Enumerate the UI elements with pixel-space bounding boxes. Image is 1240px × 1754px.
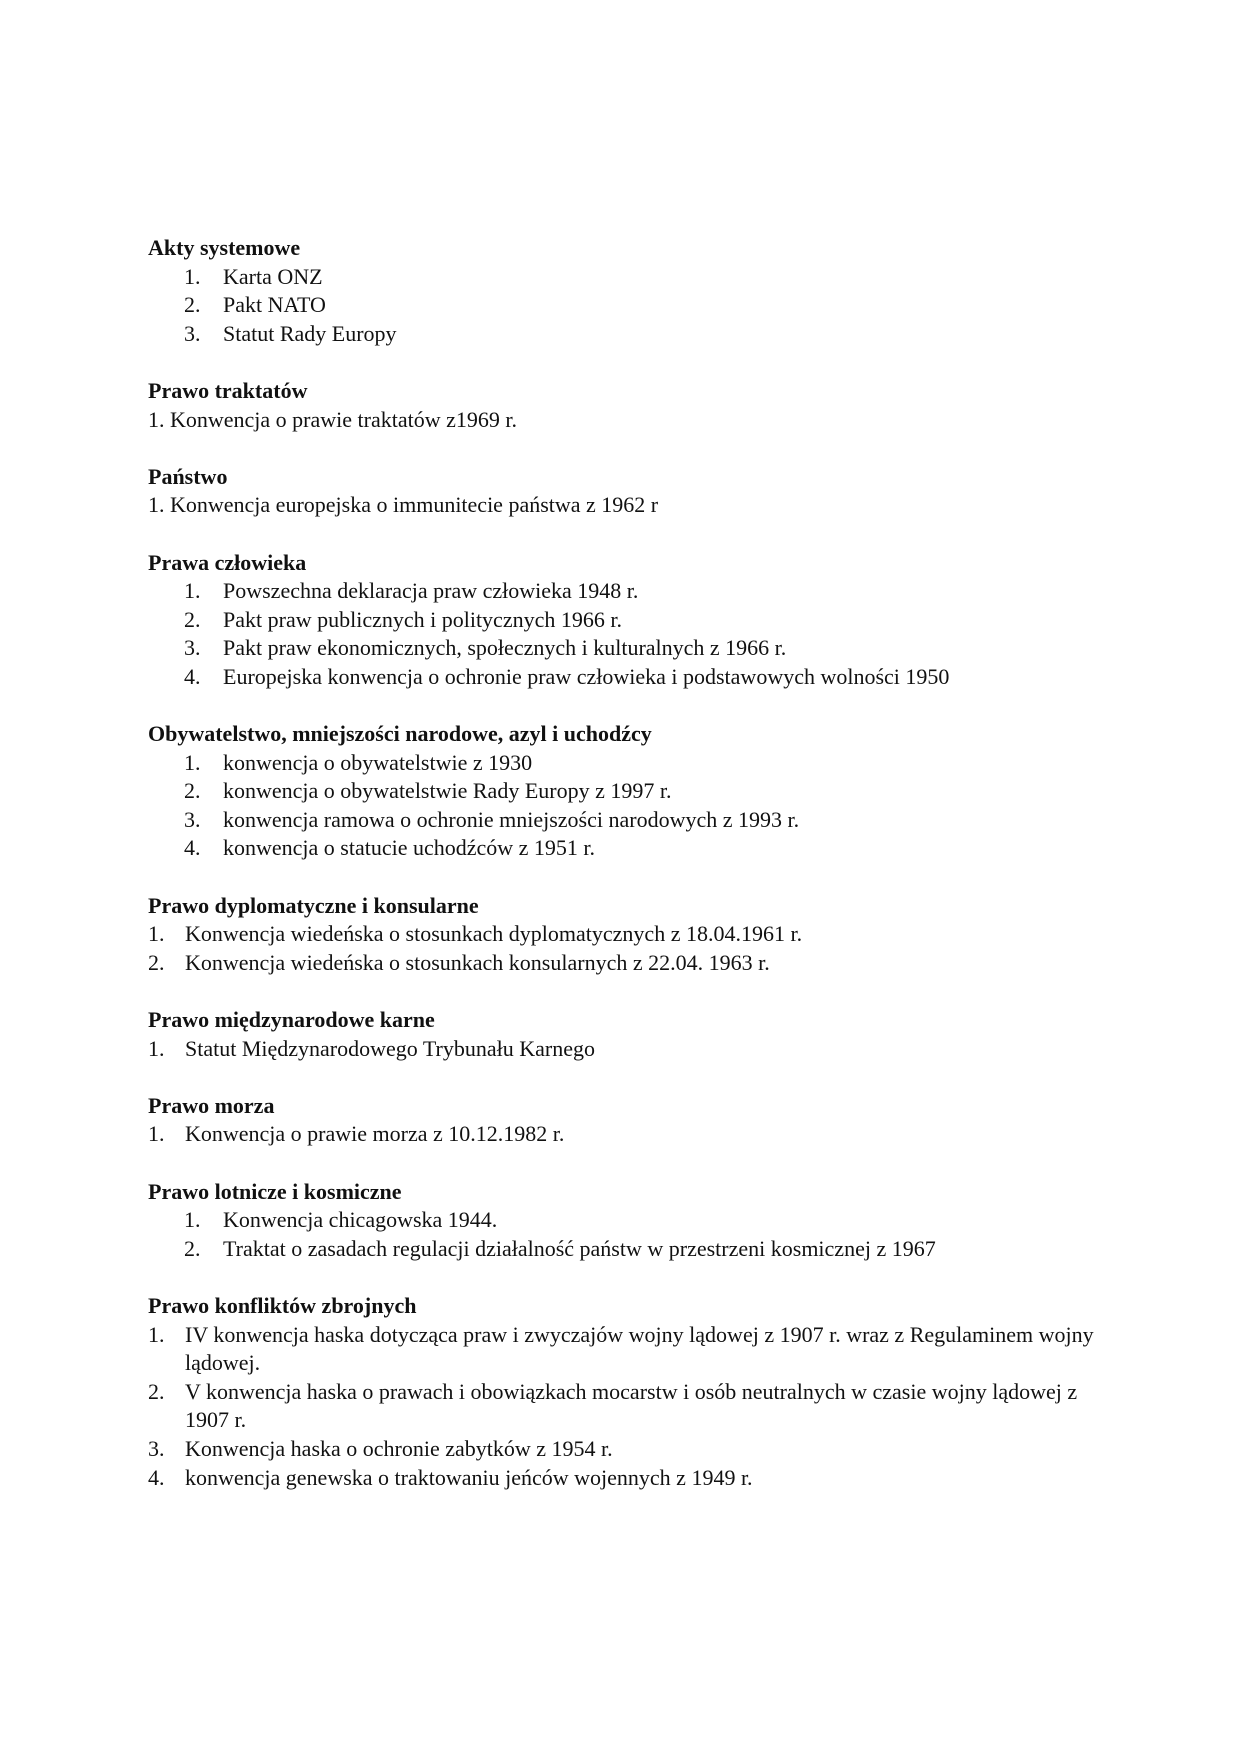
list-item-text: Konwencja europejska o immunitecie państwa z 1962 r xyxy=(170,492,659,518)
list-item xyxy=(148,1321,1108,1378)
numbered-list xyxy=(148,749,1108,863)
list-item-number: 2. xyxy=(184,1235,201,1261)
list-item-text: Konwencja wiedeńska o stosunkach dyplomatycznych z 18.04.1961 r. xyxy=(185,921,803,947)
list-item-text: IV konwencja haska dotycząca praw i zwyczajów wojny lądowej z 1907 r. wraz z Regulaminem wojny lądowej. xyxy=(185,1321,1094,1376)
list-item-text: Statut Międzynarodowego Trybunału Karnego xyxy=(185,1035,595,1061)
section-heading: Prawa człowieka xyxy=(148,549,307,575)
list-item-text: Konwencja haska o ochronie zabytków z 1954 r. xyxy=(185,1435,613,1461)
section-heading: Prawo traktatów xyxy=(148,377,308,403)
section-heading: Prawo dyplomatyczne i konsularne xyxy=(148,892,479,918)
section-prawo-konfliktow-zbrojnych xyxy=(148,1292,1108,1492)
list-item-text: konwencja genewska o traktowaniu jeńców wojennych z 1949 r. xyxy=(185,1464,753,1490)
list-item xyxy=(148,577,1108,606)
list-item-text: Konwencja chicagowska 1944. xyxy=(223,1207,498,1233)
document-page xyxy=(148,234,1108,1521)
list-item xyxy=(148,1120,1108,1149)
section-heading: Akty systemowe xyxy=(148,235,301,260)
numbered-list xyxy=(148,1120,1108,1149)
list-item-text: Pakt praw ekonomicznych, społecznych i kulturalnych z 1966 r. xyxy=(223,635,787,661)
section-prawo-miedzynarodowe-karne xyxy=(148,1006,1108,1063)
list-item xyxy=(148,834,1108,863)
section-panstwo xyxy=(148,463,1108,520)
list-item-number: 1. xyxy=(184,1207,201,1233)
list-item-number: 1. xyxy=(148,1321,165,1347)
list-item-text: V konwencja haska o prawach i obowiązkach mocarstw i osób neutralnych w czasie wojny lądowej z 1907 r. xyxy=(185,1378,1078,1433)
list-item xyxy=(148,1464,1108,1493)
list-item xyxy=(148,920,1108,949)
list-item xyxy=(148,1235,1108,1264)
list-item-number: 4. xyxy=(148,1464,165,1490)
section-prawa-czlowieka xyxy=(148,549,1108,692)
list-item-number: 2. xyxy=(148,949,165,975)
list-item-number: 2. xyxy=(184,778,201,804)
list-item xyxy=(148,1035,1108,1064)
list-item xyxy=(148,406,1108,435)
list-item xyxy=(148,949,1108,978)
list-item xyxy=(148,1378,1108,1435)
list-item-number: 2. xyxy=(148,1378,165,1404)
list-item-number: 2. xyxy=(184,606,201,632)
section-obywatelstwo-mniejszosci-narodowe-azyl-i-uchodzcy xyxy=(148,720,1108,863)
list-item xyxy=(148,634,1108,663)
list-item-number: 3. xyxy=(184,320,201,346)
list-item-number: 1. xyxy=(184,578,201,604)
section-prawo-lotnicze-i-kosmiczne xyxy=(148,1178,1108,1264)
list-item xyxy=(148,491,1108,520)
section-akty-systemowe xyxy=(148,234,1108,348)
list-item-number: 3. xyxy=(184,635,201,661)
list-item xyxy=(148,1435,1108,1464)
list-item-text: Europejska konwencja o ochronie praw człowieka i podstawowych wolności 1950 xyxy=(223,663,950,689)
list-item xyxy=(148,291,1108,320)
list-item-text: Konwencja wiedeńska o stosunkach konsularnych z 22.04. 1963 r. xyxy=(185,949,770,975)
list-item-number: 1. xyxy=(148,1121,165,1147)
numbered-list xyxy=(148,1035,1108,1064)
numbered-list xyxy=(148,577,1108,691)
section-heading: Obywatelstwo, mniejszości narodowe, azyl i uchodźcy xyxy=(148,721,652,747)
list-item-text: konwencja o statucie uchodźców z 1951 r. xyxy=(223,835,596,861)
section-heading: Prawo lotnicze i kosmiczne xyxy=(148,1178,402,1204)
numbered-list xyxy=(148,263,1108,349)
list-item-text: konwencja o obywatelstwie z 1930 xyxy=(223,749,533,775)
list-item-text: Karta ONZ xyxy=(223,263,323,289)
numbered-list xyxy=(148,1206,1108,1263)
list-item-number: 1. xyxy=(184,263,201,289)
numbered-list xyxy=(148,491,1108,520)
list-item-text: Pakt praw publicznych i politycznych 1966 r. xyxy=(223,606,622,632)
list-item xyxy=(148,663,1108,692)
list-item-number: 4. xyxy=(184,663,201,689)
list-item-number: 1. xyxy=(148,921,165,947)
list-item xyxy=(148,749,1108,778)
section-prawo-morza xyxy=(148,1092,1108,1149)
list-item xyxy=(148,777,1108,806)
list-item-number: 1. xyxy=(148,492,170,518)
numbered-list xyxy=(148,406,1108,435)
numbered-list xyxy=(148,920,1108,977)
list-item-number: 1. xyxy=(148,406,170,432)
section-heading: Prawo międzynarodowe karne xyxy=(148,1007,435,1033)
section-prawo-traktatow xyxy=(148,377,1108,434)
list-item xyxy=(148,606,1108,635)
list-item-number: 4. xyxy=(184,835,201,861)
list-item-number: 2. xyxy=(184,292,201,318)
list-item-number: 3. xyxy=(148,1435,165,1461)
list-item xyxy=(148,806,1108,835)
section-prawo-dyplomatyczne-i-konsularne xyxy=(148,892,1108,978)
section-heading: Prawo konfliktów zbrojnych xyxy=(148,1292,417,1318)
list-item-text: Pakt NATO xyxy=(223,292,326,318)
list-item-text: Konwencja o prawie morza z 10.12.1982 r. xyxy=(185,1121,565,1147)
list-item xyxy=(148,320,1108,349)
section-heading: Prawo morza xyxy=(148,1092,275,1118)
list-item xyxy=(148,263,1108,292)
list-item-number: 1. xyxy=(148,1035,165,1061)
list-item-number: 3. xyxy=(184,806,201,832)
list-item xyxy=(148,1206,1108,1235)
list-item-number: 1. xyxy=(184,749,201,775)
numbered-list xyxy=(148,1321,1108,1493)
list-item-text: konwencja o obywatelstwie Rady Europy z 1997 r. xyxy=(223,778,672,804)
list-item-text: Powszechna deklaracja praw człowieka 1948 r. xyxy=(223,578,639,604)
list-item-text: konwencja ramowa o ochronie mniejszości narodowych z 1993 r. xyxy=(223,806,800,832)
list-item-text: Konwencja o prawie traktatów z1969 r. xyxy=(170,406,517,432)
list-item-text: Statut Rady Europy xyxy=(223,320,397,346)
section-heading: Państwo xyxy=(148,463,228,489)
list-item-text: Traktat o zasadach regulacji działalność państw w przestrzeni kosmicznej z 1967 xyxy=(223,1235,936,1261)
